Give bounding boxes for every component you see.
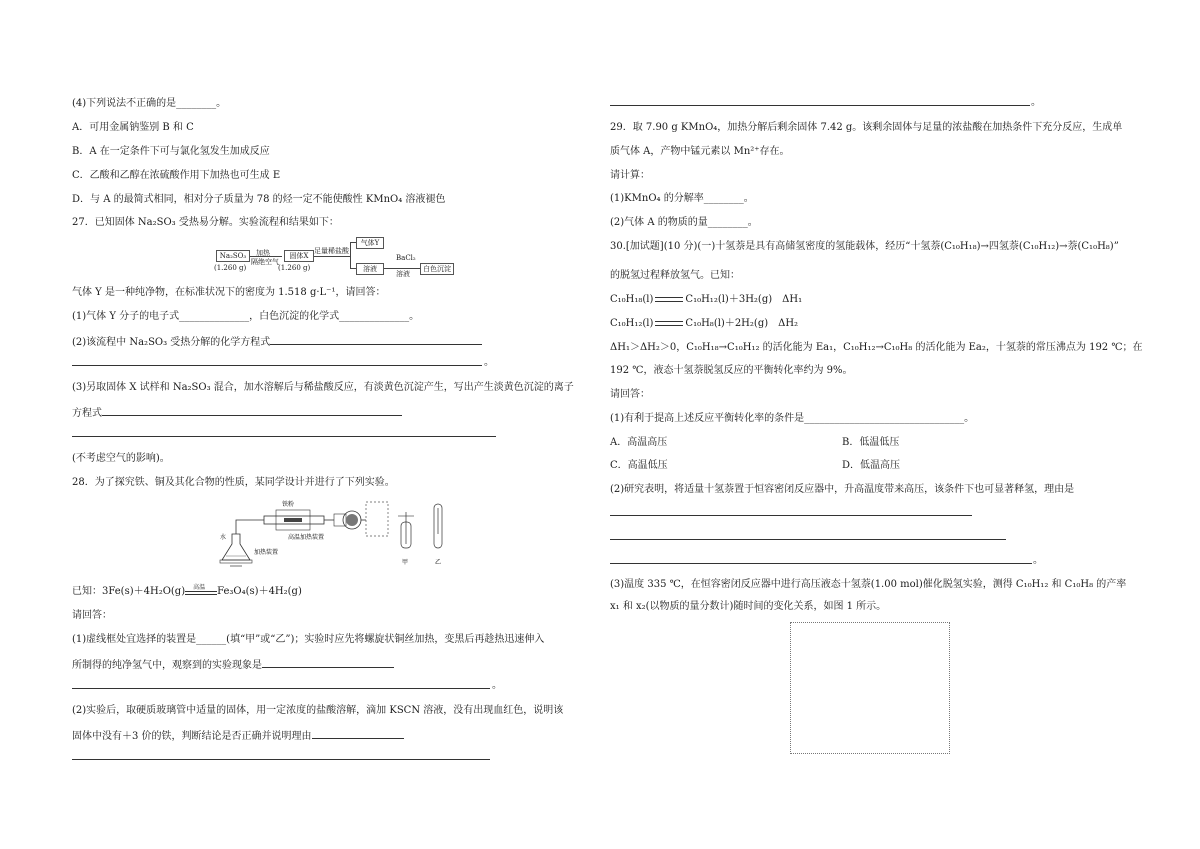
q28-2a: (2)实验后，取硬质玻璃管中适量的固体，用一定浓度的盐酸溶解，滴加 KSCN 溶液，没有出现血红色，说明该 <box>72 705 564 716</box>
q30-ask: 请回答： <box>610 389 650 400</box>
water-label: 水 <box>220 534 227 541</box>
q28-apparatus-figure <box>214 494 454 568</box>
q30-desc2: 192 ℃，液态十氢萘脱氢反应的平衡转化率约为 9%。 <box>610 365 853 376</box>
q27-2-answer-line[interactable] <box>72 365 482 366</box>
q30-eq1: C₁₀H₁₈(l) C₁₀H₁₂(l)＋3H₂(g) ΔH₁ <box>610 294 803 305</box>
iron-powder-label: 铁粉 <box>282 501 295 508</box>
equilibrium-arrow <box>653 295 685 305</box>
q30-1-option-b: B．低温低压 <box>842 437 900 448</box>
q28-ask: 请回答： <box>72 610 112 621</box>
q30-desc1: ΔH₁＞ΔH₂＞0，C₁₀H₁₈→C₁₀H₁₂ 的活化能为 Ea₁，C₁₀H₁₂→C₁₀H₈ 的活化能为 Ea₂，十氢萘的常压沸点为 192 ℃；在 <box>610 342 1143 353</box>
q30-title: 30.[加试题](10 分)(一)十氢萘是具有高储氢密度的氢能载体，经历“十氢萘(C₁₀H₁₈)→四氢萘(C₁₀H₁₂)→萘(C₁₀H₈)” <box>610 241 1119 252</box>
q29-1: (1)KMnO₄ 的分解率________。 <box>610 193 754 204</box>
q30-2-answer-line-3[interactable] <box>610 563 1032 564</box>
yi-label: 乙 <box>435 559 442 566</box>
q30-1-option-a: A．高温高压 <box>610 437 668 448</box>
period: 。 <box>1033 555 1043 566</box>
q29-title2: 质气体 A，产物中锰元素以 Mn²⁺存在。 <box>610 146 790 157</box>
q28-2-answer-line[interactable] <box>72 759 490 760</box>
q26-option-a: A．可用金属钠鉴别 B 和 C <box>72 122 194 133</box>
excess-hcl-label: 足量稀盐酸 <box>314 247 349 255</box>
q27-flow-diagram <box>214 236 454 280</box>
figure-1-placeholder <box>790 622 950 754</box>
q30-1: (1)有利于提高上述反应平衡转化率的条件是________________________________。 <box>610 413 975 424</box>
white-ppt-box: 白色沉淀 <box>420 263 454 275</box>
q26-4-stem: (4)下列说法不正确的是________。 <box>72 98 227 109</box>
q29-2: (2)气体 A 的物质的量________。 <box>610 217 758 228</box>
bacl2-label: BaCl₂ <box>396 254 416 262</box>
q27-desc: 气体 Y 是一种纯净物，在标准状况下的密度为 1.518 g·L⁻¹，请回答： <box>72 287 386 298</box>
q27-title: 27．已知固体 Na₂SO₃ 受热易分解。实验流程和结果如下： <box>72 217 339 228</box>
q27-3-answer-line[interactable] <box>72 436 496 437</box>
na2so3-mass: (1.260 g) <box>214 264 247 272</box>
solid-x-box: 固体X <box>284 250 314 262</box>
solid-x-mass: (1.260 g) <box>278 264 311 272</box>
q27-3b: 方程式 <box>72 405 402 421</box>
q28-known: 已知：3Fe(s)＋4H₂O(g) 高温 Fe₃O₄(s)＋4H₂(g) <box>72 583 302 597</box>
heating-label: 加热装置 <box>254 549 279 556</box>
bacl2-sol-label: 溶液 <box>396 270 410 278</box>
na2so3-box: Na₂SO₃ <box>216 250 250 262</box>
q26-option-b: B．A 在一定条件下可与氯化氢发生加成反应 <box>72 146 270 157</box>
q29-ask: 请计算： <box>610 170 650 181</box>
q26-option-d: D．与 A 的最简式相同，相对分子质量为 78 的烃一定不能使酸性 KMnO₄ 溶液褪色 <box>72 194 446 205</box>
q30-2-answer-line-2[interactable] <box>610 539 1006 540</box>
q30-title2: 的脱氢过程释放氢气。已知： <box>610 270 740 281</box>
period: 。 <box>1031 97 1041 108</box>
jia-label: 甲 <box>402 559 409 566</box>
q30-2-answer-line-1[interactable] <box>610 515 972 516</box>
q28-1-answer-line[interactable] <box>72 688 490 689</box>
q30-1-option-d: D．低温高压 <box>842 460 901 471</box>
q26-option-c: C．乙酸和乙醇在浓硫酸作用下加热也可生成 E <box>72 170 281 181</box>
solution-box: 溶液 <box>356 263 384 275</box>
equilibrium-arrow <box>653 319 685 329</box>
q30-eq2: C₁₀H₁₂(l) C₁₀H₈(l)＋2H₂(g) ΔH₂ <box>610 318 799 329</box>
q30-1-option-c: C．高温低压 <box>610 460 668 471</box>
q27-2: (2)该流程中 Na₂SO₃ 受热分解的化学方程式 <box>72 334 482 350</box>
q28-1b: 所制得的纯净氢气中，观察到的实验现象是 <box>72 657 394 673</box>
q27-note: (不考虑空气的影响)。 <box>72 453 170 464</box>
q29-title: 29．取 7.90 g KMnO₄，加热分解后剩余固体 7.42 g。该剩余固体与足量的浓盐酸在加热条件下充分反应，生成单 <box>610 122 1123 133</box>
arrow-2 <box>314 256 350 257</box>
equilibrium-arrow: 高温 <box>185 587 217 597</box>
q28-1a: (1)虚线框处宜选择的装置是______(填“甲”或“乙”)；实验时应先将螺旋状铜丝加热，变黑后再趁热迅速伸入 <box>72 634 545 645</box>
heat-label: 加热 <box>256 249 270 257</box>
q28-title: 28．为了探究铁、铜及其化合物的性质，某同学设计并进行了下列实验。 <box>72 477 395 488</box>
q30-2: (2)研究表明，将适量十氢萘置于恒容密闭反应器中，升高温度带来高压，该条件下也可显著释氢，理由是 <box>610 484 1075 495</box>
q27-3a: (3)另取固体 X 试样和 Na₂SO₃ 混合，加水溶解后与稀盐酸反应，有淡黄色沉淀产生，写出产生淡黄色沉淀的离子 <box>72 382 574 393</box>
q28-2b: 固体中没有＋3 价的铁，判断结论是否正确并说明理由 <box>72 728 404 744</box>
period: 。 <box>492 680 502 691</box>
q30-3b: x₁ 和 x₂(以物质的量分数计)随时间的变化关系，如图 1 所示。 <box>610 601 887 612</box>
period: 。 <box>484 357 494 368</box>
q27-1: (1)气体 Y 分子的电子式______________，白色沉淀的化学式______________。 <box>72 311 420 322</box>
isolate-air-label: 隔绝空气 <box>251 258 279 266</box>
q30-3a: (3)温度 335 ℃，在恒容密闭反应器中进行高压液态十氢萘(1.00 mol)催化脱氢实验，测得 C₁₀H₁₂ 和 C₁₀H₈ 的产率 <box>610 579 1127 590</box>
q28-cont-answer-line[interactable] <box>610 105 1030 106</box>
gas-y-box: 气体Y <box>356 237 384 249</box>
high-temp-label: 高温加热装置 <box>288 534 325 541</box>
